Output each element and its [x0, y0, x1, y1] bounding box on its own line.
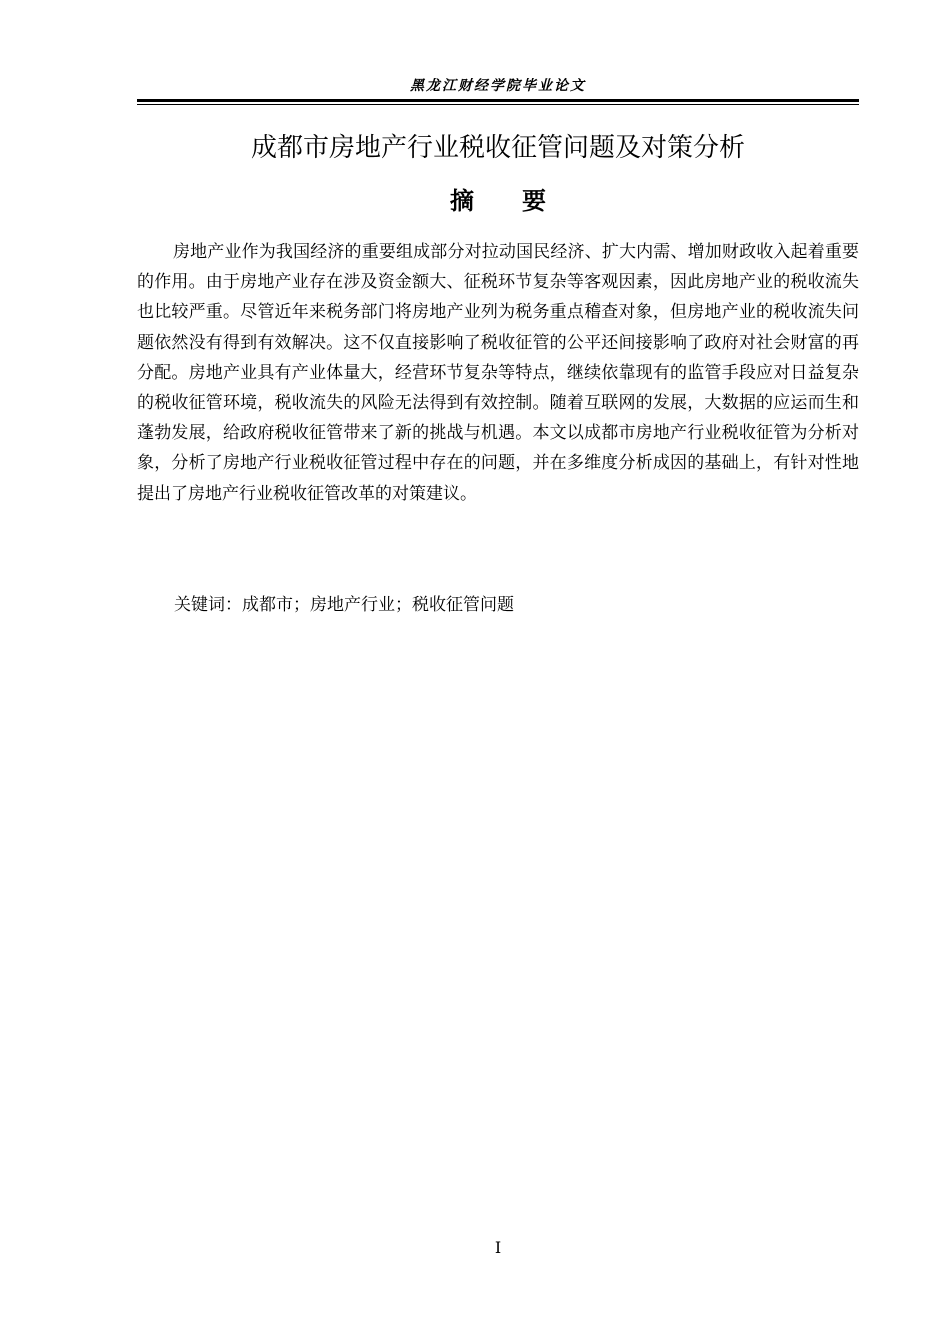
abstract-heading-second-char: 要 — [522, 187, 546, 215]
running-header: 黑龙江财经学院毕业论文 — [410, 78, 586, 94]
keywords-line — [174, 590, 859, 620]
abstract-body: 房地产业作为我国经济的重要组成部分对拉动国民经济、扩大内需、增加财政收入起着重要的作用。由于房地产业存在涉及资金额大、征税环节复杂等客观因素，因此房地产业的税收流失也比较严重。尽管近年来税务部门将房地产业列为税务重点稽查对象，但房地产业的税收流失问题依然没有得到有效解决。这不仅直接影响了税收征管的公平还间接影响了政府对社会财富的再分配。房地产业具有产业体量大，经营环节复杂等特点，继续依靠现有的监管手段应对日益复杂的税收征管环境，税收流失的风险无法得到有效控制。随着互联网的发展，大数据的应运而生和蓬勃发展，给政府税收征管带来了新的挑战与机遇。本文以成都市房地产行业税收征管为分析对象，分析了房地产行业税收征管过程中存在的问题，并在多维度分析成因的基础上，有针对性地提出了房地产行业税收征管改革的对策建议。 — [137, 242, 859, 504]
keywords-value: 成都市；房地产行业；税收征管问题 — [242, 595, 514, 615]
abstract-heading-first-char: 摘 — [450, 187, 474, 215]
keywords-label: 关键词： — [174, 595, 242, 615]
header-rule-thick — [137, 99, 859, 102]
page-number: I — [494, 1238, 502, 1257]
document-title: 成都市房地产行业税收征管问题及对策分析 — [250, 133, 745, 163]
header-rule-thin — [137, 104, 859, 105]
abstract-heading — [137, 184, 859, 218]
